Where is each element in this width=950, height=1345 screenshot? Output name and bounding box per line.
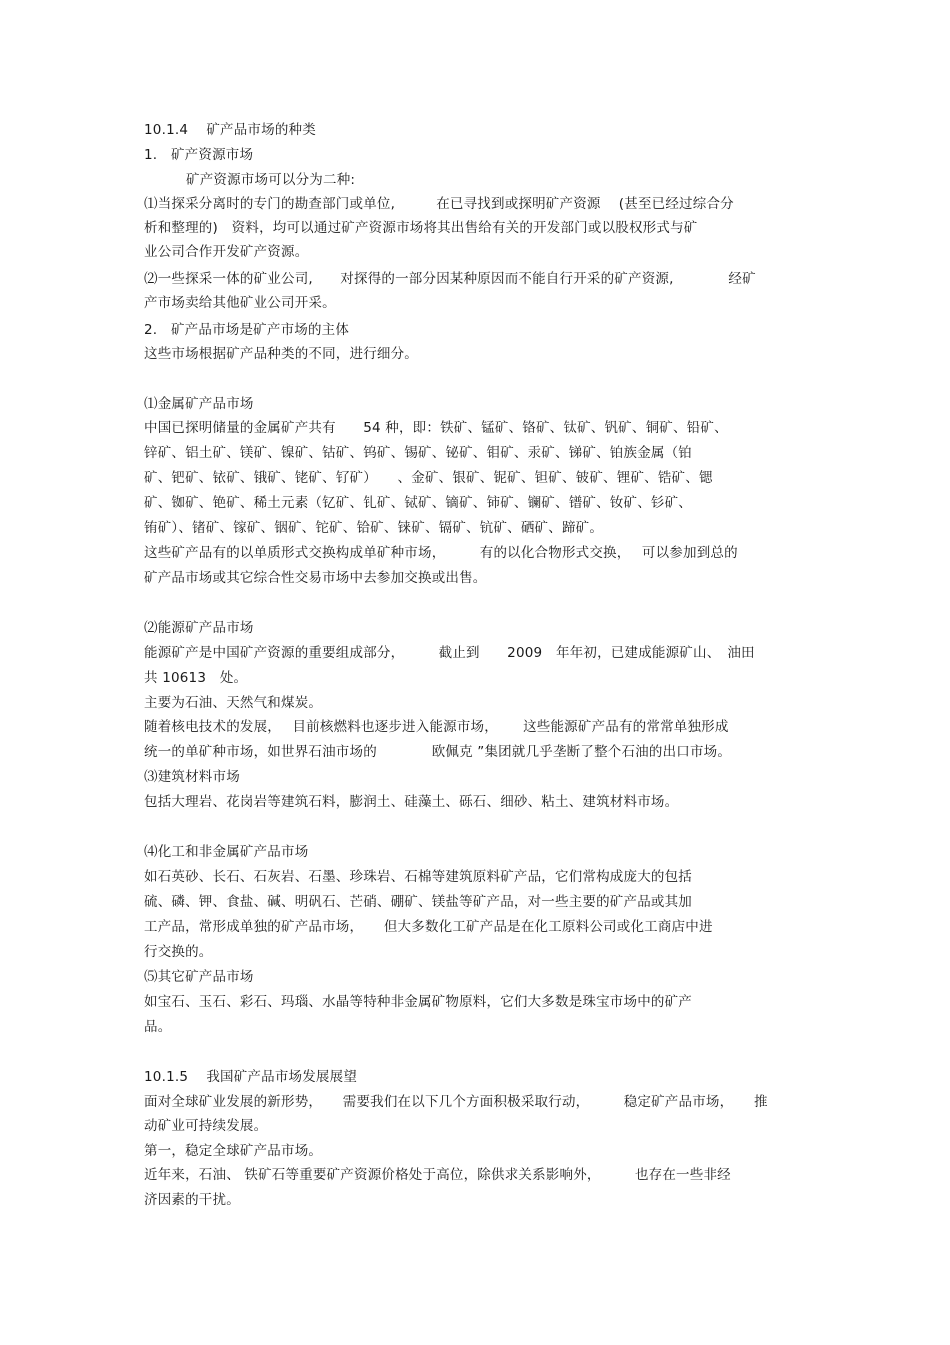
text-line: 硫、磷、钾、食盐、碱、明矾石、芒硝、硼矿、镁盐等矿产品，对一些主要的矿产品或其加 (144, 894, 692, 910)
text-line: 析和整理的) 资料，均可以通过矿产资源市场将其出售给有关的开发部门或以股权形式与矿 (144, 220, 698, 236)
text-line: ⑵一些探采一体的矿业公司, 对探得的一部分因某种原因而不能自行开采的矿产资源, 经矿 (144, 271, 756, 287)
subheading: ⑸其它矿产品市场 (144, 969, 254, 985)
text-line: 共 10613 处。 (144, 670, 248, 686)
section-heading: 10.1.5 我国矿产品市场发展展望 (144, 1069, 358, 1085)
text-line: ⑴当探采分离时的专门的勘查部门或单位, 在已寻找到或探明矿产资源 (甚至已经过综合分 (144, 196, 734, 212)
text-line: 近年来，石油、 铁矿石等重要矿产资源价格处于高位，除供求关系影响外， 也存在一些非经 (144, 1167, 731, 1183)
text-line: 铕矿）、锗矿、镓矿、铟矿、铊矿、铪矿、铼矿、镉矿、钪矿、硒矿、蹄矿。 (144, 520, 604, 536)
text-line: 动矿业可持续发展。 (144, 1118, 268, 1134)
text-line: 产市场卖给其他矿业公司开采。 (144, 295, 336, 311)
text-line: 中国已探明储量的金属矿产共有 54 种，即：铁矿、锰矿、铬矿、钛矿、钒矿、铜矿、铅矿、 (144, 420, 728, 436)
text-line: 这些市场根据矿产品种类的不同，进行细分。 (144, 346, 418, 362)
text-line: 矿产品市场或其它综合性交易市场中去参加交换或出售。 (144, 570, 487, 586)
text-line: 济因素的干扰。 (144, 1192, 240, 1208)
text-line: 主要为石油、天然气和煤炭。 (144, 695, 323, 711)
text-line: 工产品，常形成单独的矿产品市场， 但大多数化工矿产品是在化工原料公司或化工商店中进 (144, 919, 713, 935)
text-line: 矿产资源市场可以分为二种: (186, 172, 356, 188)
text-line: 如宝石、玉石、彩石、玛瑙、水晶等特种非金属矿物原料，它们大多数是珠宝市场中的矿产 (144, 994, 692, 1010)
text-line: 锌矿、铝土矿、镁矿、镍矿、钴矿、钨矿、锡矿、铋矿、钼矿、汞矿、锑矿、铂族金属（铂 (144, 445, 692, 461)
text-line: 统一的单矿种市场，如世界石油市场的 欧佩克 ”集团就几乎垄断了整个石油的出口市场。 (144, 744, 732, 760)
subheading: ⑷化工和非金属矿产品市场 (144, 844, 309, 860)
text-line: 能源矿产是中国矿产资源的重要组成部分， 截止到 2009 年年初，已建成能源矿山、 油田 (144, 645, 755, 661)
subheading: ⑵能源矿产品市场 (144, 620, 254, 636)
text-line: 这些矿产品有的以单质形式交换构成单矿种市场， 有的以化合物形式交换， 可以参加到总的 (144, 545, 738, 561)
text-line: 业公司合作开发矿产资源。 (144, 244, 309, 260)
subheading: 1. 矿产资源市场 (144, 147, 254, 163)
text-line: 品。 (144, 1019, 172, 1035)
section-heading: 10.1.4 矿产品市场的种类 (144, 122, 316, 138)
subheading: 2. 矿产品市场是矿产市场的主体 (144, 322, 350, 338)
text-line: 如石英砂、长石、石灰岩、石墨、珍珠岩、石棉等建筑原料矿产品，它们常构成庞大的包括 (144, 869, 692, 885)
text-line: 矿、铷矿、铯矿、稀土元素（钇矿、钆矿、铽矿、镝矿、铈矿、镧矿、镨矿、钕矿、钐矿、 (144, 495, 692, 511)
text-line: 包括大理岩、花岗岩等建筑石料，膨润土、硅藻土、砾石、细砂、粘土、建筑材料市场。 (144, 794, 679, 810)
subheading: ⑴金属矿产品市场 (144, 396, 254, 412)
text-line: 随着核电技术的发展， 目前核燃料也逐步进入能源市场， 这些能源矿产品有的常常单独形成 (144, 719, 729, 735)
text-line: 矿、钯矿、铱矿、锇矿、铑矿、钌矿） 、金矿、银矿、铌矿、钽矿、铍矿、锂矿、锆矿、锶 (144, 470, 713, 486)
text-line: 面对全球矿业发展的新形势， 需要我们在以下几个方面积极采取行动， 稳定矿产品市场， 推 (144, 1094, 768, 1110)
text-line: 第一，稳定全球矿产品市场。 (144, 1143, 323, 1159)
subheading: ⑶建筑材料市场 (144, 769, 240, 785)
text-line: 行交换的。 (144, 944, 213, 960)
